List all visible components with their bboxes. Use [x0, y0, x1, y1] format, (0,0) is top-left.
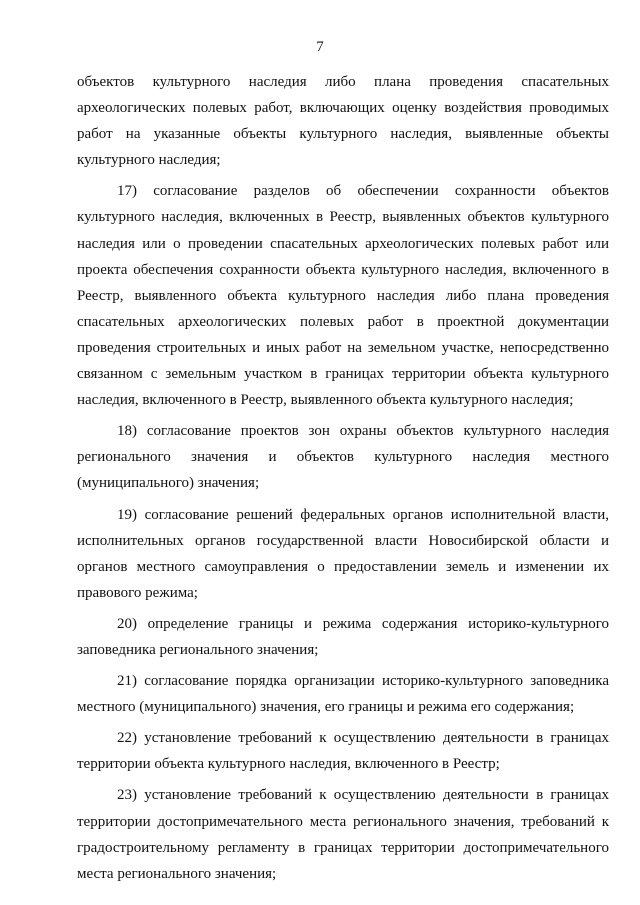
paragraph-item-20: 20) определение границы и режима содержания историко-культурного заповедника регионального значения;	[77, 615, 609, 658]
paragraph-item-19: 19) согласование решений федеральных органов исполнительной власти, исполнительных органов государственной власти Новосибирской области и органов местного самоуправления о предоставлении земель и изменении их правового режима;	[77, 506, 609, 601]
page-number: 7	[316, 39, 324, 55]
paragraph-item-21: 21) согласование порядка организации историко-культурного заповедника местного (муниципального) значения, его границы и режима его содержания;	[77, 673, 609, 716]
paragraph-item-18: 18) согласование проектов зон охраны объектов культурного наследия регионального значения и объектов культурного наследия местного (муниципального) значения;	[77, 423, 609, 492]
paragraph-item-22: 22) установление требований к осуществлению деятельности в границах территории объекта культурного наследия, включенного в Реестр;	[77, 730, 609, 773]
paragraph-continuation: объектов культурного наследия либо плана проведения спасательных археологических полевых работ, включающих оценку воздействия проводимых работ на указанные объекты культурного наследия, выявленные объекты культурного наследия;	[77, 74, 609, 169]
paragraph-item-17: 17) согласование разделов об обеспечении сохранности объектов культурного наследия, включенных в Реестр, выявленных объектов культурного наследия или о проведении спасательных археологических полевых работ или проекта обеспечения сохранности объекта культурного наследия, включенного в Реестр, выявленного объекта культурного наследия либо плана проведения спасательных археологических полевых работ в проектной документации проведения строительных и иных работ на земельном участке, непосредственно связанном с земельным участком в границах территории объекта культурного наследия, включенного в Реестр, выявленного объекта культурного наследия;	[77, 183, 609, 409]
paragraph-item-23: 23) установление требований к осуществлению деятельности в границах территории достопримечательного места регионального значения, требований к градостроительному регламенту в границах территории достопримечательного места регионального значения;	[77, 787, 609, 882]
document-body	[77, 69, 609, 887]
